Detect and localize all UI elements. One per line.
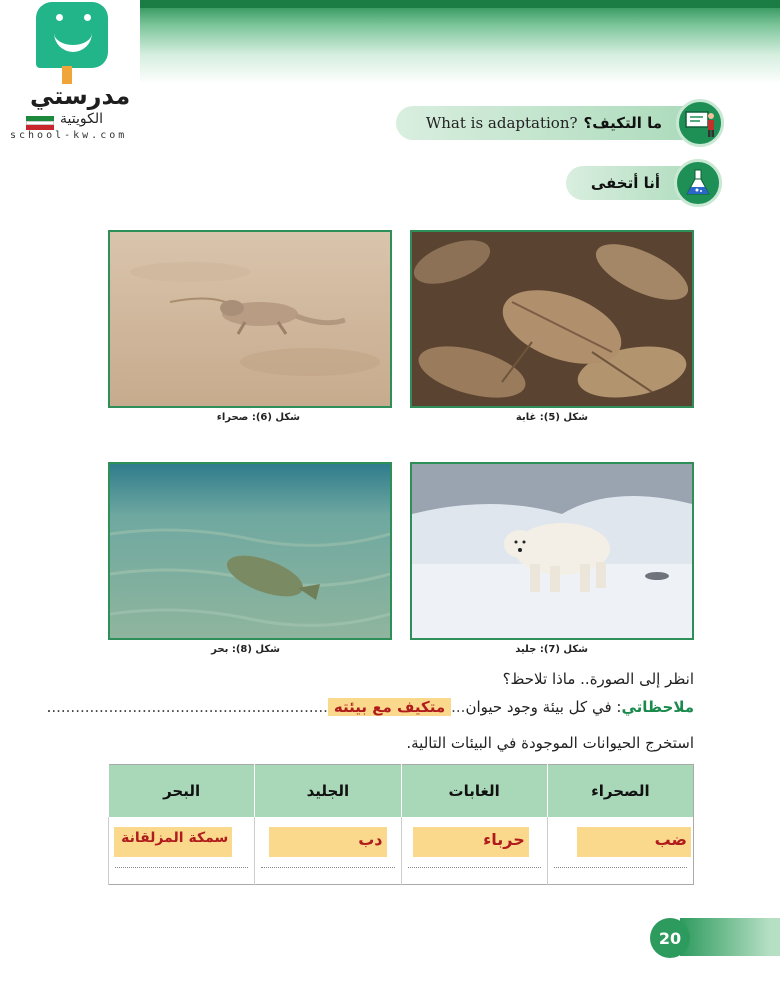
- table-header-desert: الصحراء: [547, 765, 693, 817]
- figure-caption: شكل (7): جليد: [515, 644, 588, 655]
- table-cell-sea: [109, 817, 255, 885]
- look-question: انظر إلى الصورة.. ماذا تلاحظ؟: [502, 670, 694, 688]
- notes-line: ملاحظاتي: في كل بيئة وجود حيوان...متكيف مع بيئته...........................................................: [46, 698, 694, 716]
- answer-forests: حرباء: [413, 827, 529, 857]
- notes-dots: ..........................................................: [51, 698, 328, 716]
- logo-name: مدرستي: [30, 82, 131, 110]
- header-line: [140, 0, 780, 8]
- page-number-tab: [680, 918, 780, 956]
- table-cell-forests: [401, 817, 547, 885]
- answer-ice: دب: [269, 827, 387, 857]
- table-header-forests: الغابات: [401, 765, 547, 817]
- flask-icon: [674, 159, 722, 207]
- logo-url: school-kw.com: [10, 130, 128, 141]
- section-title-ar: ما التكيف؟: [583, 114, 662, 132]
- section-title-hide: أنا أتخفى: [590, 174, 660, 192]
- table-cell-ice: [255, 817, 401, 885]
- table-header-sea: البحر: [109, 765, 255, 817]
- notes-label: ملاحظاتي: [621, 698, 694, 716]
- section-what-is-adaptation: [396, 106, 724, 140]
- site-logo[interactable]: [8, 2, 140, 142]
- logo-eye-icon: [56, 14, 63, 21]
- answer-desert: ضب: [577, 827, 691, 857]
- logo-subtitle: الكويتية: [60, 111, 103, 127]
- section-title-en: What is adaptation?: [425, 114, 578, 132]
- photo-desert-lizard: [108, 230, 392, 408]
- section-i-hide: [566, 166, 722, 200]
- notes-answer: متكيف مع بيئته: [328, 698, 451, 716]
- table-cell-desert: [547, 817, 693, 885]
- teacher-board-icon: [676, 99, 724, 147]
- environments-table: [108, 764, 694, 885]
- photo-ice-polar-bear: [410, 462, 694, 640]
- logo-eye-icon: [84, 14, 91, 21]
- figure-caption: شكل (8): بحر: [211, 644, 280, 655]
- notes-text: : في كل بيئة وجود حيوان: [465, 698, 622, 716]
- page-number: 20: [650, 918, 690, 958]
- kuwait-flag-icon: [26, 116, 54, 130]
- header-band: [140, 0, 780, 84]
- extract-instruction: استخرج الحيوانات الموجودة في البيئات التالية.: [406, 734, 694, 752]
- photo-forest-leaf-insect: [410, 230, 694, 408]
- table-header-row: [109, 765, 694, 817]
- table-row: [109, 817, 694, 885]
- photo-sea-flounder: [108, 462, 392, 640]
- figure-caption: شكل (6): صحراء: [216, 412, 300, 423]
- figure-caption: شكل (5): غابة: [515, 412, 588, 423]
- table-header-ice: الجليد: [255, 765, 401, 817]
- answer-sea: سمكة المزلقانة: [114, 827, 232, 857]
